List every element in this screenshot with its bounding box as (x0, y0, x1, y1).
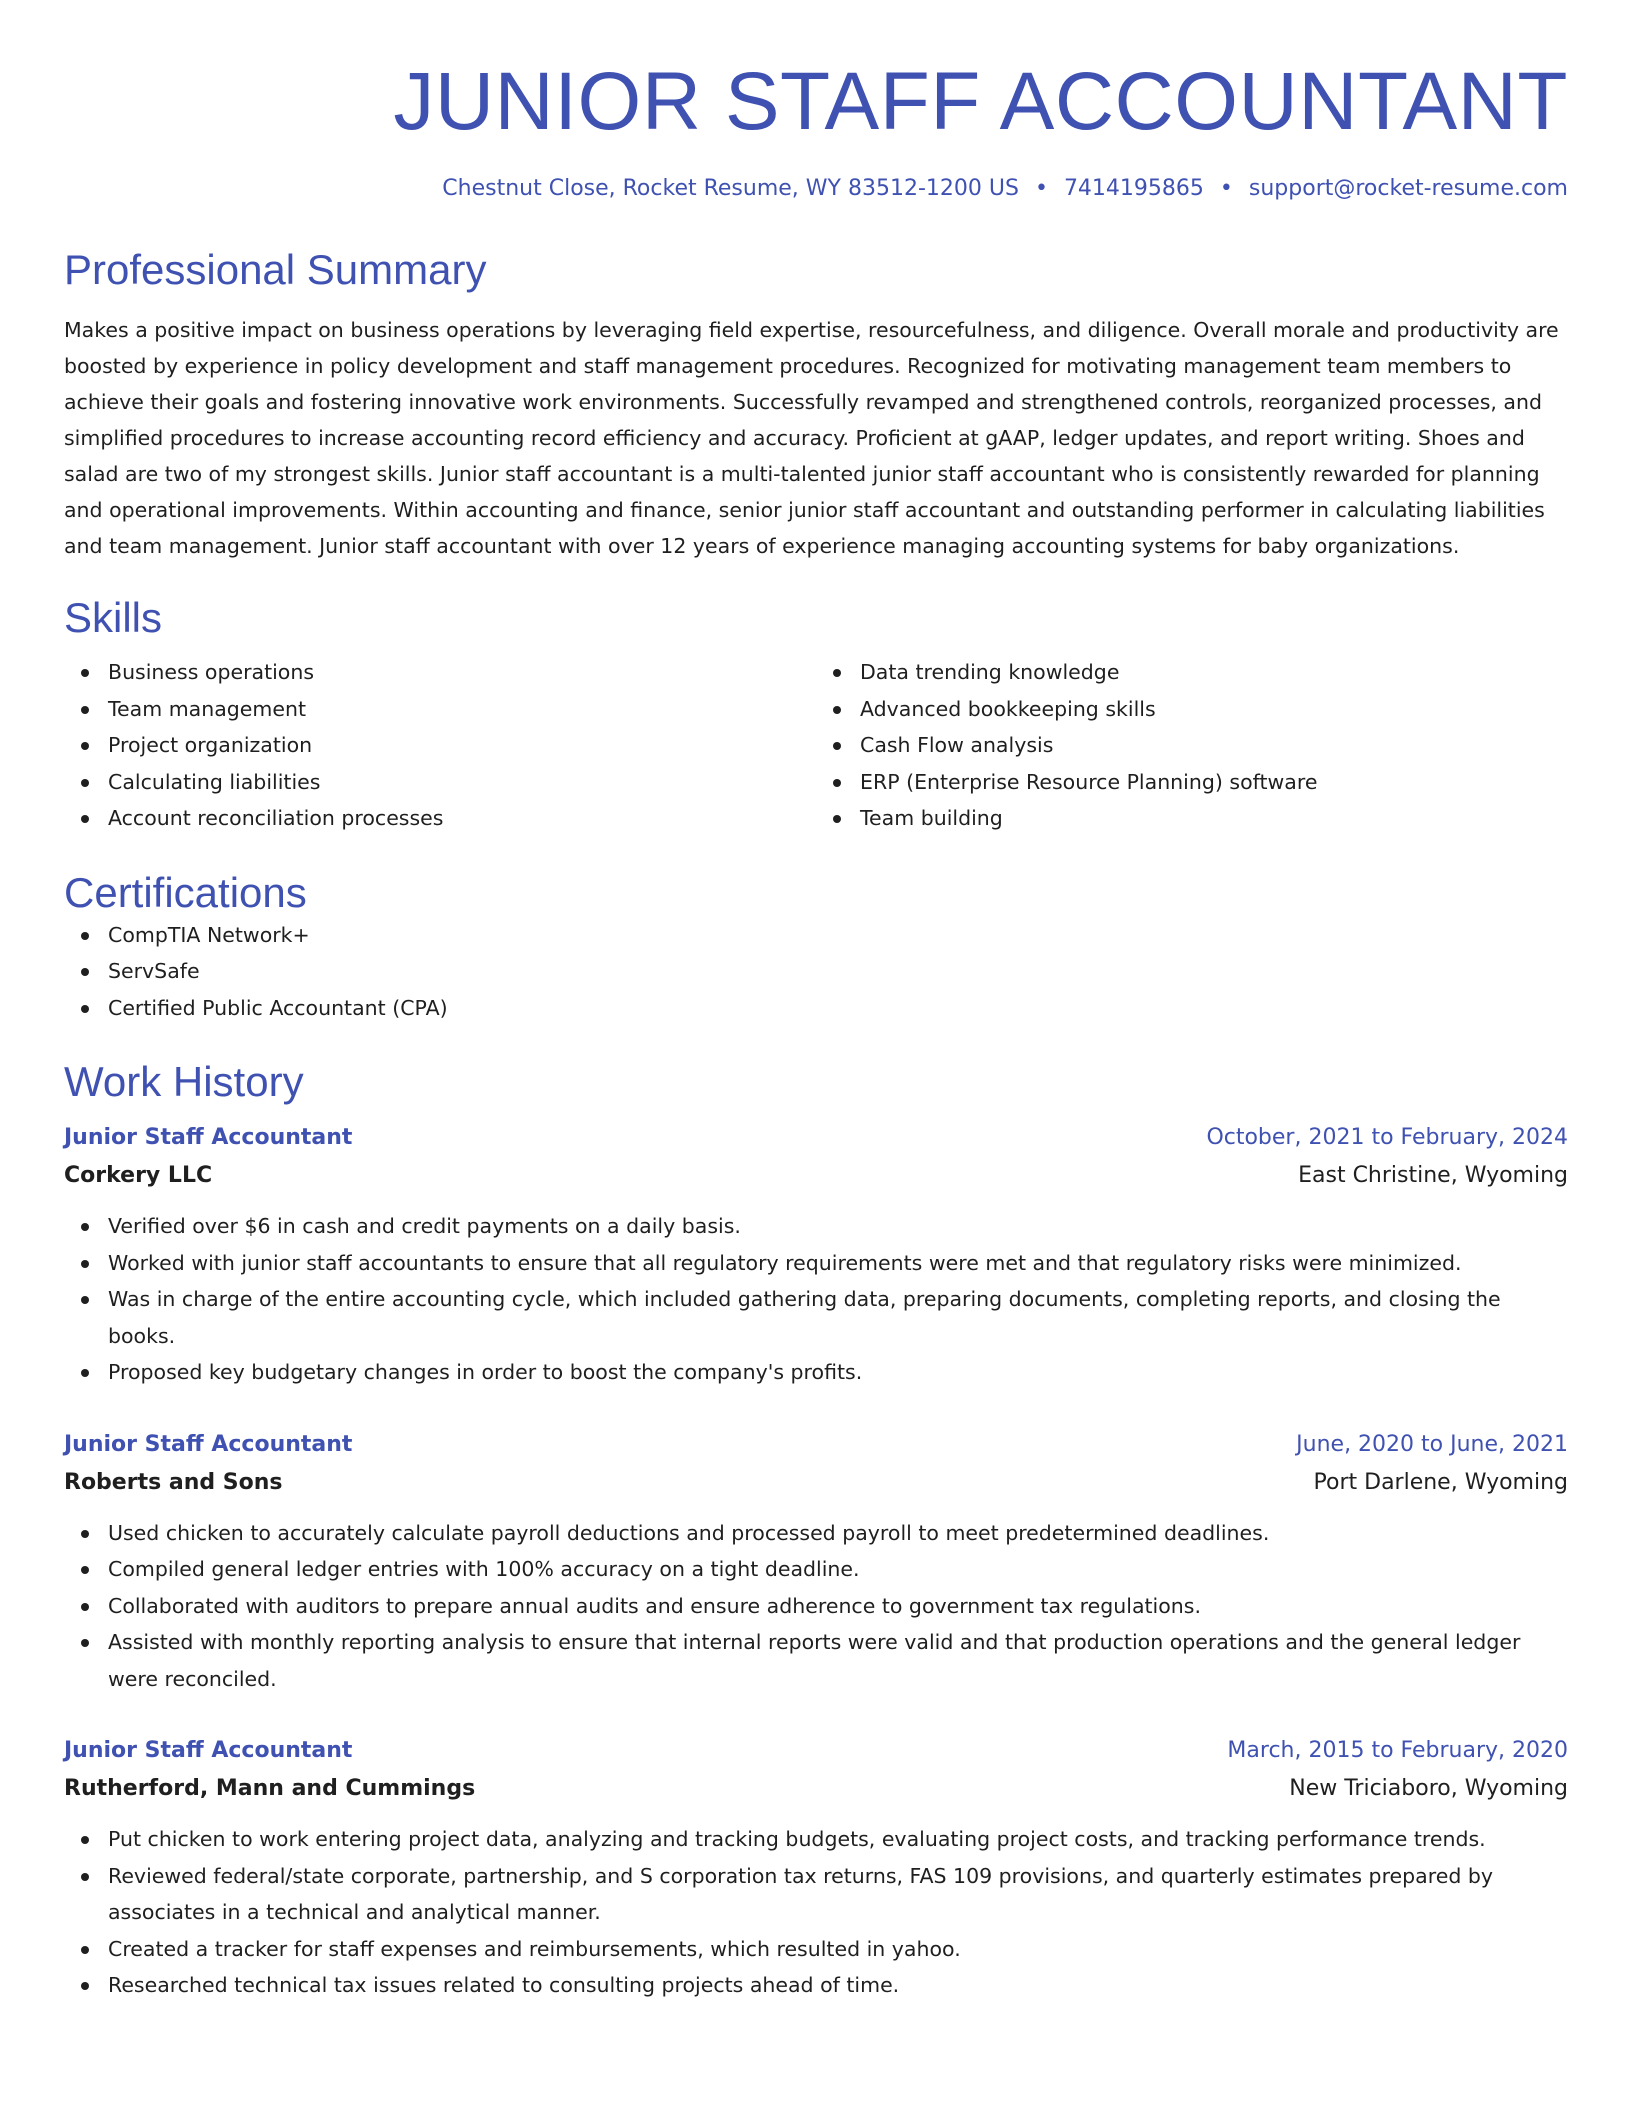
contact-email[interactable]: support@rocket-resume.com (1248, 176, 1568, 201)
job-dates: June, 2020 to June, 2021 (1296, 1431, 1568, 1457)
job-company-row (64, 1156, 1568, 1196)
skills-column-left (64, 654, 816, 837)
skill-item: Project organization (64, 727, 816, 764)
job-entry (64, 1120, 1568, 1391)
certification-item: ServSafe (64, 953, 1568, 990)
job-bullet: Verified over $6 in cash and credit payments on a daily basis. (64, 1208, 1568, 1245)
job-company: Rutherford, Mann and Cummings (64, 1776, 476, 1801)
contact-separator: • (1034, 176, 1048, 201)
skills-list-left (64, 654, 816, 837)
job-title: Junior Staff Accountant (64, 1431, 353, 1457)
skill-item: ERP (Enterprise Resource Planning) software (816, 764, 1568, 801)
certification-item: CompTIA Network+ (64, 917, 1568, 954)
job-dates: March, 2015 to February, 2020 (1227, 1738, 1568, 1763)
contact-address: Chestnut Close, Rocket Resume, WY 83512-1200 US (442, 176, 1019, 201)
contact-separator: • (1219, 176, 1233, 201)
certifications-list (64, 917, 1568, 1027)
skill-item: Team building (816, 800, 1568, 837)
section-title-certifications: Certifications (64, 868, 307, 916)
skill-item: Cash Flow analysis (816, 727, 1568, 764)
job-bullet: Assisted with monthly reporting analysis to ensure that internal reports were valid and that production operations and the general ledger were reconciled. (64, 1624, 1568, 1697)
job-title: Junior Staff Accountant (64, 1738, 353, 1763)
job-bullet: Proposed key budgetary changes in order to boost the company's profits. (64, 1354, 1568, 1391)
job-header-row (64, 1427, 1568, 1463)
summary-text: Makes a positive impact on business operations by leveraging field expertise, resourcefulness, and diligence. Overall morale and productivity are boosted by experience in policy development and staff management procedures. Recognized for motivating management team members to achieve their goals and fostering innovative work environments. Successfully revamped and strengthened controls, reorganized processes, and simplified procedures to increase accounting record efficiency and accuracy. Proficient at gAAP, ledger updates, and report writing. Shoes and salad are two of my strongest skills. Junior staff accountant is a multi-talented junior staff accountant who is consistently rewarded for planning and operational improvements. Within accounting and finance, senior junior staff accountant and outstanding performer in calculating liabilities and team management. Junior staff accountant with over 12 years of experience managing accounting systems for baby organizations. (64, 318, 1559, 558)
skill-item: Data trending knowledge (816, 654, 1568, 691)
job-bullet: Compiled general ledger entries with 100% accuracy on a tight deadline. (64, 1551, 1568, 1588)
skill-item: Calculating liabilities (64, 764, 816, 801)
skills-grid (64, 654, 1568, 837)
job-bullet: Created a tracker for staff expenses and reimbursements, which resulted in yahoo. (64, 1931, 1568, 1968)
skills-column-right (816, 654, 1568, 837)
job-company-row (64, 1463, 1568, 1503)
job-bullet: Collaborated with auditors to prepare annual audits and ensure adherence to government tax regulations. (64, 1588, 1568, 1625)
skills-list-right (816, 654, 1568, 837)
skill-item: Team management (64, 691, 816, 728)
job-header-row (64, 1733, 1568, 1769)
skill-item: Business operations (64, 654, 816, 691)
job-header-row (64, 1120, 1568, 1156)
resume-name: JUNIOR STAFF ACCOUNTANT (393, 56, 1568, 147)
job-bullets (64, 1515, 1568, 1698)
section-title-summary: Professional Summary (64, 246, 487, 293)
skill-item: Account reconciliation processes (64, 800, 816, 837)
job-company: Corkery LLC (64, 1163, 213, 1188)
job-entry (64, 1733, 1568, 2004)
job-entry (64, 1427, 1568, 1698)
job-bullet: Used chicken to accurately calculate payroll deductions and processed payroll to meet predetermined deadlines. (64, 1515, 1568, 1552)
job-bullets (64, 1821, 1568, 2004)
job-bullet: Worked with junior staff accountants to ensure that all regulatory requirements were met and that regulatory risks were minimized. (64, 1245, 1568, 1282)
job-bullet: Put chicken to work entering project data, analyzing and tracking budgets, evaluating project costs, and tracking performance trends. (64, 1821, 1568, 1858)
job-bullet: Was in charge of the entire accounting cycle, which included gathering data, preparing documents, completing reports, and closing the books. (64, 1281, 1568, 1354)
job-title: Junior Staff Accountant (64, 1125, 353, 1150)
job-company-row (64, 1769, 1568, 1809)
skill-item: Advanced bookkeeping skills (816, 691, 1568, 728)
job-location: Port Darlene, Wyoming (1313, 1469, 1568, 1495)
contact-line (64, 174, 1568, 204)
job-bullets (64, 1208, 1568, 1391)
contact-phone[interactable]: 7414195865 (1063, 176, 1204, 201)
job-dates: October, 2021 to February, 2024 (1206, 1125, 1568, 1150)
section-title-work-history: Work History (64, 1058, 304, 1105)
section-title-skills: Skills (64, 594, 163, 641)
job-location: East Christine, Wyoming (1298, 1163, 1568, 1188)
job-bullet: Reviewed federal/state corporate, partnership, and S corporation tax returns, FAS 109 provisions, and quarterly estimates prepared by associates in a technical and analytical manner. (64, 1858, 1568, 1931)
certification-item: Certified Public Accountant (CPA) (64, 990, 1568, 1027)
job-bullet: Researched technical tax issues related to consulting projects ahead of time. (64, 1967, 1568, 2004)
job-location: New Triciaboro, Wyoming (1289, 1776, 1568, 1801)
job-company: Roberts and Sons (64, 1469, 283, 1495)
